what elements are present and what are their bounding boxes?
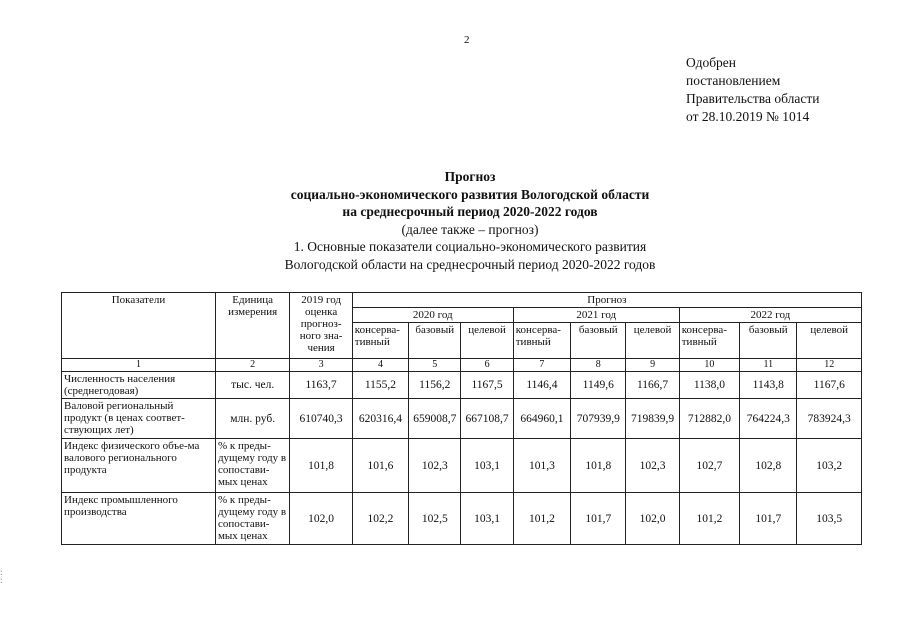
row-name: Индекс промышленного производства	[62, 493, 216, 545]
row-name: Валовой региональный продукт (в ценах соответ-ствующих лет)	[62, 399, 216, 439]
cell-value: 783924,3	[797, 399, 862, 439]
table-row	[62, 399, 862, 439]
cell-value: 764224,3	[740, 399, 797, 439]
cell-value: 102,3	[626, 439, 679, 493]
table-row	[62, 439, 862, 493]
title-line: на среднесрочный период 2020-2022 годов	[342, 204, 598, 219]
column-number: 12	[797, 359, 862, 372]
column-number-row	[62, 359, 862, 372]
approval-block	[686, 54, 819, 126]
column-number: 5	[409, 359, 461, 372]
approval-line: Правительства области	[686, 91, 820, 106]
header-variant: целевой	[461, 323, 513, 359]
cell-value: 1146,4	[513, 372, 570, 399]
cell-value: 102,8	[740, 439, 797, 493]
column-number: 11	[740, 359, 797, 372]
cell-value: 719839,9	[626, 399, 679, 439]
column-number: 2	[215, 359, 289, 372]
header-variant: консерва-тивный	[679, 323, 739, 359]
cell-value: 1166,7	[626, 372, 679, 399]
approval-line: Одобрен	[686, 55, 737, 70]
column-number: 7	[513, 359, 570, 372]
column-number: 9	[626, 359, 679, 372]
cell-value: 1149,6	[571, 372, 626, 399]
cell-value: 707939,9	[571, 399, 626, 439]
section-title-line: 1. Основные показатели социально-экономического развития	[293, 239, 647, 254]
table-row	[62, 372, 862, 399]
cell-value: 667108,7	[461, 399, 513, 439]
row-unit: тыс. чел.	[215, 372, 289, 399]
cell-value: 659008,7	[409, 399, 461, 439]
cell-value: 102,3	[409, 439, 461, 493]
cell-value: 102,5	[409, 493, 461, 545]
cell-value: 1167,5	[461, 372, 513, 399]
cell-value: 712882,0	[679, 399, 739, 439]
header-variant: базовый	[571, 323, 626, 359]
cell-value: 103,2	[797, 439, 862, 493]
header-year: 2020 год	[352, 308, 513, 323]
header-forecast: Прогноз	[352, 293, 861, 308]
section-title-line: Вологодской области на среднесрочный период 2020-2022 годов	[284, 256, 656, 272]
cell-value: 620316,4	[352, 399, 408, 439]
cell-value: 103,1	[461, 493, 513, 545]
header-variant: консерва-тивный	[513, 323, 570, 359]
page-number: 2	[464, 34, 470, 46]
cell-value: 1156,2	[409, 372, 461, 399]
header-variant: базовый	[740, 323, 797, 359]
header-unit: Единица измерения	[215, 293, 289, 359]
cell-value: 610740,3	[290, 399, 352, 439]
cell-value: 1143,8	[740, 372, 797, 399]
cell-value: 1167,6	[797, 372, 862, 399]
cell-value: 102,0	[290, 493, 352, 545]
cell-value: 101,2	[513, 493, 570, 545]
title-line: социально-экономического развития Вологодской области	[290, 186, 650, 202]
cell-value: 102,7	[679, 439, 739, 493]
cell-value: 101,7	[740, 493, 797, 545]
column-number: 10	[679, 359, 739, 372]
header-year: 2022 год	[679, 308, 861, 323]
column-number: 6	[461, 359, 513, 372]
row-unit: % к преды-дущему году в сопостави-мых ценах	[215, 439, 289, 493]
table-row	[62, 493, 862, 545]
cell-value: 103,5	[797, 493, 862, 545]
cell-value: 102,0	[626, 493, 679, 545]
cell-value: 103,1	[461, 439, 513, 493]
cell-value: 101,2	[679, 493, 739, 545]
cell-value: 101,6	[352, 439, 408, 493]
subtitle-line: (далее также – прогноз)	[401, 221, 539, 237]
header-variant: целевой	[797, 323, 862, 359]
header-variant: целевой	[626, 323, 679, 359]
cell-value: 1138,0	[679, 372, 739, 399]
header-variant: базовый	[409, 323, 461, 359]
cell-value: 1155,2	[352, 372, 408, 399]
header-indicators: Показатели	[62, 293, 216, 359]
scan-edge-mark: : :	[0, 567, 3, 585]
cell-value: 101,3	[513, 439, 570, 493]
cell-value: 101,7	[571, 493, 626, 545]
row-name: Численность населения (среднегодовая)	[62, 372, 216, 399]
approval-line: постановлением	[686, 73, 781, 88]
column-number: 1	[62, 359, 216, 372]
header-estimate: 2019 год оценка прогноз-ного зна-чения	[290, 293, 352, 359]
document-title	[150, 168, 790, 273]
row-name: Индекс физического объе-ма валового регионального продукта	[62, 439, 216, 493]
header-year: 2021 год	[513, 308, 679, 323]
column-number: 4	[352, 359, 408, 372]
cell-value: 664960,1	[513, 399, 570, 439]
cell-value: 101,8	[290, 439, 352, 493]
indicators-table	[61, 292, 862, 545]
approval-line: от 28.10.2019 № 1014	[686, 109, 810, 124]
cell-value: 102,2	[352, 493, 408, 545]
column-number: 3	[290, 359, 352, 372]
row-unit: % к преды-дущему году в сопостави-мых ценах	[215, 493, 289, 545]
cell-value: 1163,7	[290, 372, 352, 399]
cell-value: 101,8	[571, 439, 626, 493]
row-unit: млн. руб.	[215, 399, 289, 439]
title-line: Прогноз	[444, 169, 496, 184]
header-variant: консерва-тивный	[352, 323, 408, 359]
column-number: 8	[571, 359, 626, 372]
